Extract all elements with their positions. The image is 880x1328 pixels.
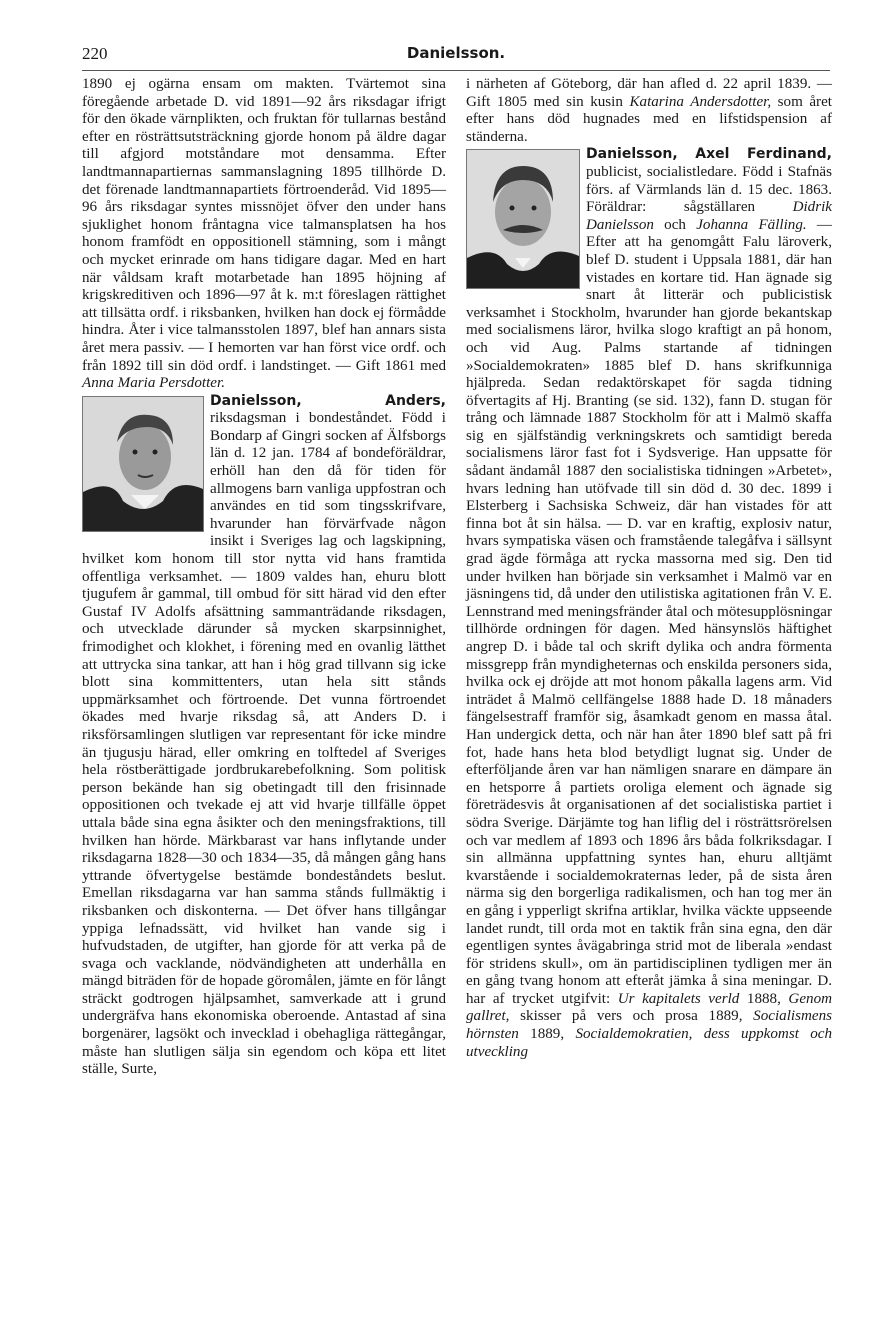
spouse-name: Anna Maria Persdotter. — [82, 375, 225, 392]
continued-text: i närheten af Göteborg, där han afled d. 22 april 1839. — Gift 1805 med sin kusin — [466, 76, 832, 110]
right-column — [466, 76, 832, 1061]
entry-axel-ferdinand — [466, 146, 832, 1061]
spouse-name: Katarina Andersdotter, — [629, 93, 772, 110]
entry-text-continued: — Efter att ha genomgått Falu läroverk, blef D. student i Uppsala 1881, där han vistades en kortare tid. Han ägnade sig snart åt litterär och publicistisk verksamhet i Stockholm, hvarunder han gjorde bekantskap med socialismens läror, hvilka slogo kraftigt an på honom, och vid Aug. Palms startande af tidningen »Socialdemokraten» 1885 blef D. hans skrifkunniga hjälpreda. Sedan redaktörskapet för sagda tidning öfvertagits af Hj. Branting (se sid. 132), fann D. stugan för trång och lämnade 1887 Stockholm för att i Malmö skaffa sig en själfständig verkningskrets och samtidigt bereda socialismens läror fast fot i Sydsverige. Han uppsatte för sådant ändamål 1887 den socialistiska tidningen »Arbetet», hvars ledning han utöfvade till sin död d. 30 dec. 1899 i Elsterberg i Sachsiska Schweiz, där han vistades för att finna bot åt sin hälsa. — D. var en kraftig, explosiv natur, hvars sympatiska väsen och framstående talegåfva i sällsynt grad ägde förmåga att rycka massorna med sig. Den tid under hvilken han började sin verksamhet i Malmö var en jäsningens tid, då under den utilistiska agitationen från V. E. Lennstrand med meningsfränder åtal och mötesupplösningar tillhörde ordningen för dagen. Med hänsynslös häftighet angrep D. i både tal och skrift dylika och andra förmenta missgrepp från myndigheternas och enskilda personers sida, hvilka ock ej dröjde att mot honom påkalla lagens arm. Vid inträdet å Malmö cellfängelse 1888 hade D. 18 månaders fängelsestraff framför sig, åsamkadt genom en massa åtal. Han undergick detta, och när han åter 1890 blef satt på fri fot, hade hans heta blod betydligt lugnat sig. Under de efterföljande åren var han nämligen snarare en dämpare än en hetsporre å partiets oroliga element och ägnade sig företrädesvis åt organisationen af det socialistiska partiet i södra Sverige. Därjämte tog han liflig del i rösträttsrörelsen och var medlem af 1893 och 1896 års båda folkriksdagar. I sin allmänna uppfattning syntes han, ehuru alltjämt kvarstående i socialdemokraternas leder, på de sista åren närma sig den borgerliga radikalismen, och han tog mer än en gång i ypperligt skrifna artiklar, hvilka väckte uppseende landet rundt, till orda mot en taktik från sina egna, den där egentligen syntes åvägabringa strid mot de liberala »endast för stridens skull», om än partidisciplinen tydligen mer än en gång tvang honom att efteråt jämka å sina meningar. D. har af trycket utgifvit: — [466, 216, 832, 1007]
portrait-axel-danielsson — [466, 149, 580, 289]
continued-tail: som året efter hans död hugnades med en lifstidspension af ständerna. — [466, 93, 832, 145]
work-year: 1888, — [746, 990, 781, 1007]
entry-headword: Danielsson, Anders, — [210, 392, 446, 409]
page-number: 220 — [82, 44, 108, 63]
continued-entry — [82, 76, 446, 393]
entry-text: riksdagsman i bondeståndet. Född i Bondarp af Gingri socken af Älfsborgs län d. 12 jan. 1784 af bondeföräldrar, erhöll han den då för tiden för allmogens barn vanliga uppfostran och användes en tid som tingsskrifvare, hvarunder han förvärfvade någon insikt i Sveriges lag och lagskipning, hvilket kom honom till stor nytta vid hans framtida offentliga verksamhet. — 1809 valdes han, ehuru blott tjugufem år gammal, till ombud för sitt härad vid den efter Gustaf IV Adolfs afsättning sammanträdande riksdagen, och utvecklade därunder så mycken skarpsinnighet, frimodighet och klokhet, i förening med en ovanlig lätthet att uttrycka sina tankar, att han i hög grad tillvann sig icke blott sina kommittenters, utan hela sitt stånds uppmärksamhet och förtroende. Det vunna förtroendet ökades med hvarje riksdag så, att Anders D. i riksförsamlingen slutligen var representant för icke mindre än tjugusju härad, eller omkring en tolftedel af Sveriges hela röstberättigade jordbrukarebefolkning. Som politisk person bekände han sig obetingadt till den frisinnade oppositionen och tvekade ej att vid hvarje tillfälle öppet uttala både sina egna åsikter och den meningsfraktions, till hvilken han hörde. Märkbarast var hans inflytande under riksdagarna 1828—30 och 1834—35, då mången gång hans yttrande öfvertygelse bestämde bondeståndets beslut. Emellan riksdagarna var han samma stånds fullmäktig i riksbanken och diskonterna. — Det öfver hans tillgångar yppiga lefnadssätt, vid hvilket han vande sig i hufvudstaden, de utgifter, han gjorde för att verka på de svaga och vacklande, nödvändigheten att underhålla en mängd biträden för de hopade göromålen, jämte en för långt sträckt godtrogen hjälpsamhet, samverkade att i grund undergräfva hans ekonomiska oberoende. Antastad af sina borgenärer, lagsökt och inveckl​ad i obehagliga rättegångar, måste han slutligen sälja sin egendom och köpa ett litet ställe, Surte, — [82, 410, 446, 1078]
work-title: Genom gallret, — [466, 990, 833, 1025]
entry-headword: Danielsson, Axel Ferdinand, — [586, 146, 832, 163]
mother-name: Johanna Fälling. — [696, 216, 807, 233]
left-column — [82, 76, 446, 1079]
work-title: Ur kapitalets verld — [617, 990, 740, 1007]
conjunction: och — [664, 216, 686, 233]
work-year: skisser på vers och prosa 1889, — [520, 1008, 743, 1025]
running-title: Danielsson. — [406, 44, 506, 62]
entry-text: publicist, socialistledare. Född i Stafnäs förs. af Värmlands län d. 15 dec. 1863. Föräldrar: sågställaren — [586, 163, 832, 216]
work-title: Socialismens hörnsten — [466, 1008, 832, 1043]
work-title: Socialdemokratien, dess uppkomst och utveckling — [466, 1026, 832, 1060]
portrait-anders-danielsson — [82, 396, 204, 532]
continued-entry — [466, 76, 832, 146]
entry-anders — [82, 393, 446, 1079]
continued-text: 1890 ej ogärna ensam om makten. Tvärtemot sina föregående arbetade D. vid 1891—92 års riksdagar ifrigt för den ökade värnplikten, och fruktan för tullarnas bestånd efter en rösträttsutsträckning gjorde honom på äldre dagar till afgjord motståndare mot densamma. Efter landtmannapartiernas sammanslagning 1895 tillhörde D. det förenade landtmannapartiets förtroenderåd. Vid 1895—96 års riksdagar syntes missnöjet öfver den under hans sjuklighet honom fråntagna vice talmansplatsen ha hos honom framfödt en oppositionell stämning, som i mångt och mycket erinrade om hans tidigare dagar. Med en hart när våldsam kraft motarbetade han 1895 höjning af krigskreditiven och 1896—97 åt k. m:t föreslagen rättighet att tillsätta ordf. i riksbanken, hvilken han dock ej förmådde hindra. Åter i vice talmansstolen 1897, blef han annars sista året mera passiv. — I hemorten var han först vice ordf. och från 1892 till sin död ordf. i landstinget. — Gift 1861 med — [82, 76, 446, 374]
father-name: Didrik Danielsson — [586, 199, 832, 233]
page-header — [82, 44, 830, 71]
work-year: 1889, — [530, 1026, 565, 1043]
